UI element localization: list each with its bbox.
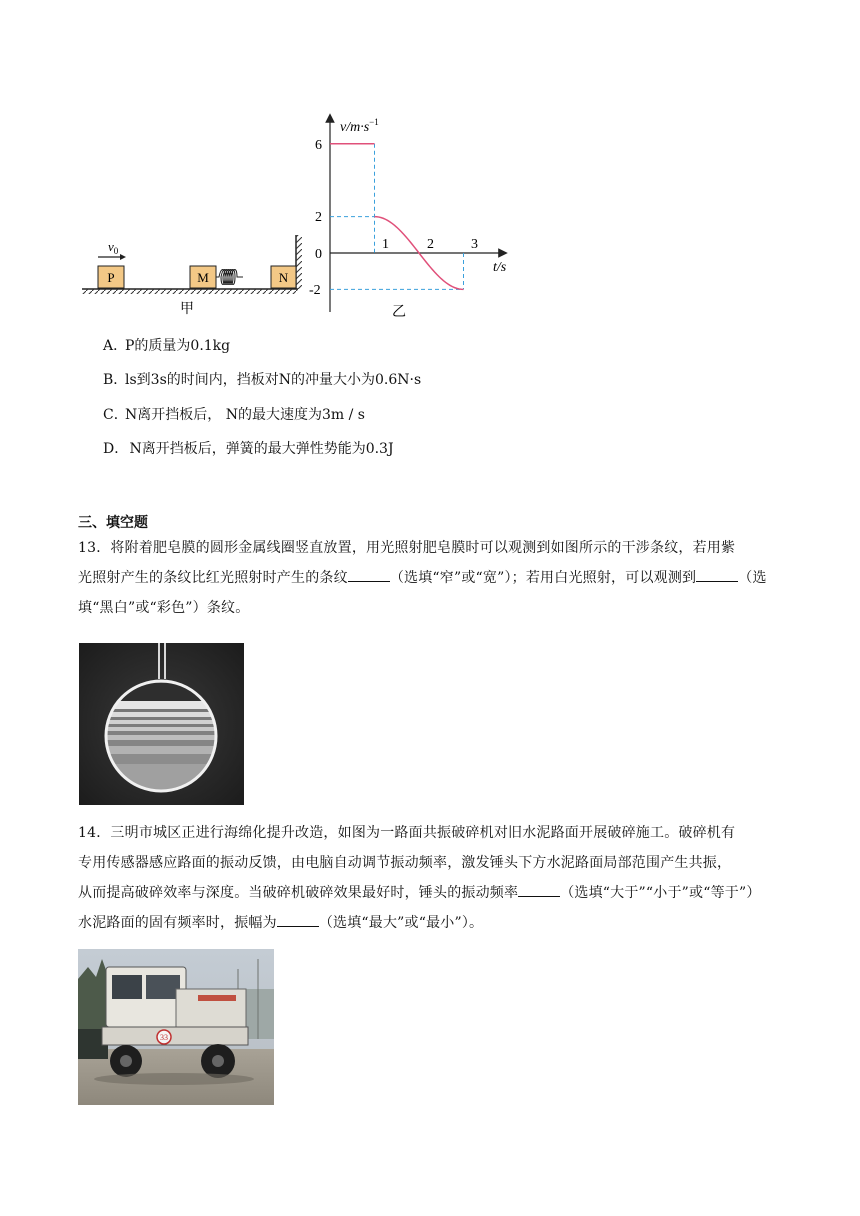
y-tick-6: 6 [315, 138, 322, 153]
q14-text-4: （选填“大于”“小于”或“等于”） [560, 885, 761, 901]
figure-yi-caption: 乙 [392, 305, 406, 320]
spring [216, 270, 243, 285]
figure-yi-vt-graph [305, 112, 520, 322]
block-p-label: P [107, 270, 115, 285]
q13-text-2: 光照射产生的条纹比红光照射时产生的条纹 [78, 570, 348, 586]
q13-text-3: （选填“窄”或“宽”）；若用白光照射，可以观测到 [389, 570, 697, 586]
series-group [330, 144, 464, 290]
q13-blank-2[interactable] [696, 567, 738, 582]
q14-line-3 [78, 878, 786, 908]
option-b-letter: B． [103, 372, 128, 388]
y-tick-2: 2 [315, 210, 322, 225]
figure-jia-caption: 甲 [180, 302, 194, 317]
question-13 [78, 533, 786, 623]
q13-text-4: （选 [738, 570, 767, 586]
block-m-label: M [197, 270, 209, 285]
option-b-text: ls到3s的时间内，挡板对N的冲量大小为0.6N·s [125, 372, 422, 388]
q13-blank-1[interactable] [348, 567, 390, 582]
q14-blank-2[interactable] [277, 912, 319, 927]
y-tick-0: 0 [315, 247, 322, 262]
question-14 [78, 818, 786, 938]
x-tick-3: 3 [471, 237, 478, 252]
q14-line-1: 14．三明市城区正进行海绵化提升改造，如图为一路面共振破碎机对旧水泥路面开展破碎施工。破碎机有 [78, 825, 736, 841]
block-n-label: N [278, 270, 289, 285]
q14-text-3: 从而提高破碎效率与深度。当破碎机破碎效果最好时，锤头的振动频率 [78, 885, 519, 901]
x-axis-label: t/s [493, 260, 507, 275]
section-title: 三、填空题 [78, 515, 148, 531]
q13-line-2 [78, 563, 786, 593]
option-c-text: N离开挡板后， N的最大速度为3m / s [125, 407, 365, 423]
option-b [103, 370, 421, 390]
v0-arrowhead [120, 254, 126, 260]
option-c-letter: C． [103, 407, 128, 423]
q13-line-3: 填“黑白”或“彩色”）条纹。 [78, 600, 250, 616]
road-breaker-truck-photo [78, 949, 274, 1105]
q14-line-4 [78, 908, 786, 938]
option-c [103, 405, 365, 425]
ground-hatch [82, 289, 298, 294]
q14-blank-1[interactable] [518, 882, 560, 897]
q14-line-2: 专用传感器感应路面的振动反馈，由电脑自动调节振动频率，激发锤头下方水泥路面局部范围产生共振， [78, 855, 732, 871]
figure-jia [80, 225, 315, 320]
truck-plate-number: 33 [160, 1033, 168, 1042]
wall-hatch [296, 235, 302, 289]
x-tick-2: 2 [427, 237, 434, 252]
x-tick-1: 1 [382, 237, 389, 252]
option-a [103, 336, 230, 356]
y-axis-label: $v/m\cdot s^{-1}$ [340, 117, 379, 135]
q14-text-5: 水泥路面的固有频率时，振幅为 [78, 915, 277, 931]
soap-film-photo [79, 643, 244, 805]
v0-label: $v_0$ [108, 239, 119, 256]
q14-text-6: （选填“最大”或“最小”）。 [318, 915, 484, 931]
dashed-guides [330, 144, 464, 290]
y-tick-neg2: -2 [309, 283, 321, 298]
option-d [103, 439, 394, 459]
option-a-text: P的质量为0.1kg [125, 338, 231, 354]
option-a-letter: A． [103, 338, 128, 354]
option-d-letter: D． [103, 441, 129, 457]
option-d-text: N离开挡板后，弹簧的最大弹性势能为0.3J [125, 441, 394, 457]
q13-line-1: 13．将附着肥皂膜的圆形金属线圈竖直放置，用光照射肥皂膜时可以观测到如图所示的干涉条纹，若用紫 [78, 540, 736, 556]
